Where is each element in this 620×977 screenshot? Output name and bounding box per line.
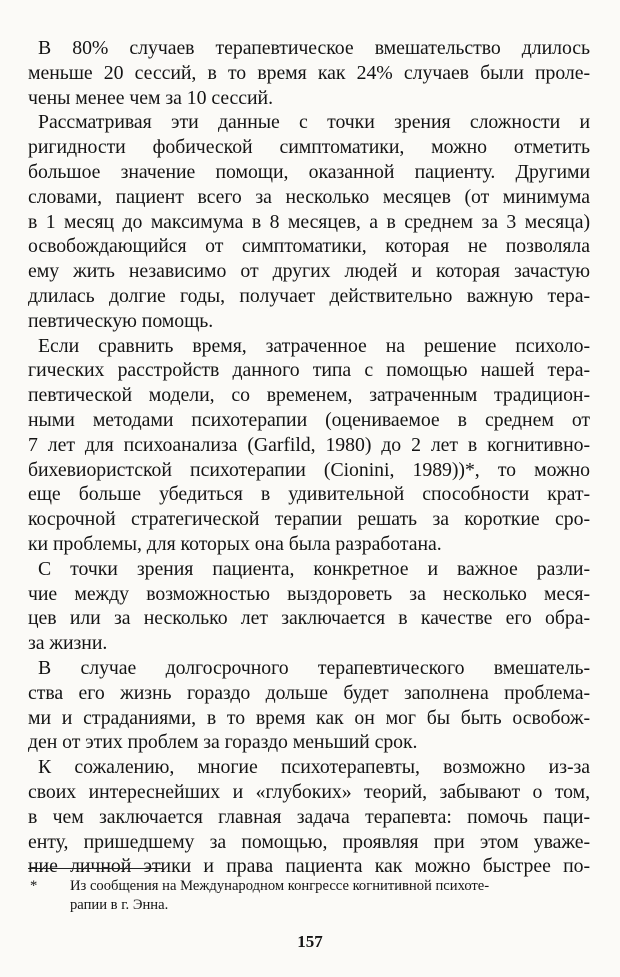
- paragraph: [28, 755, 590, 879]
- text-line: К сожалению, многие психотерапевты, возможно из-за: [38, 756, 590, 779]
- text-line: енту, пришедшему за помощью, проявляя при этом уваже-: [28, 830, 590, 853]
- text-line: косрочной стратегической терапии решать за короткие сро-: [28, 508, 590, 531]
- text-line: длилась долгие годы, получает действительно важную тера-: [28, 284, 590, 307]
- page-number: 157: [297, 932, 323, 951]
- text-line: большое значение помощи, оказанной пациенту. Другими: [28, 160, 590, 183]
- text-line: чены менее чем за 10 сессий.: [28, 86, 273, 109]
- text-line: меньше 20 сессий, в то время как 24% случаев были проле-: [28, 61, 590, 84]
- text-line: освобождающийся от симптоматики, которая не позволяла: [28, 235, 590, 258]
- text-line: 7 лет для психоанализа (Garfild, 1980) до 2 лет в когнитивно-: [28, 433, 590, 456]
- footnote-mark: *: [30, 878, 38, 894]
- footnote-line: Из сообщения на Международном конгрессе когнитивной психоте-: [70, 878, 490, 894]
- paragraph: [28, 110, 590, 333]
- text-line: еще больше убедиться в удивительной способности крат-: [28, 483, 590, 506]
- paragraph: [28, 656, 590, 755]
- text-line: певтическую помощь.: [28, 309, 214, 332]
- text-line: ригидности фобической симптоматики, можно отметить: [28, 136, 590, 159]
- footnote-line: рапии в г. Энна.: [70, 897, 169, 913]
- text-line: в 1 месяц до максимума в 8 месяцев, а в среднем за 3 месяца): [28, 210, 590, 233]
- text-line: ему жить независимо от других людей и которая зачастую: [28, 260, 590, 283]
- text-line: С точки зрения пациента, конкретное и важное разли-: [38, 557, 590, 580]
- text-line: ными методами психотерапии (оцениваемое в среднем от: [28, 408, 590, 431]
- text-line: ден от этих проблем за гораздо меньший срок.: [28, 731, 418, 754]
- paragraph: [28, 334, 590, 557]
- text-line: своих интереснейших и «глубоких» теорий, забывают о том,: [28, 780, 590, 803]
- text-line: ми и страданиями, в то время как он мог бы быть освобож-: [28, 706, 590, 729]
- text-line: гических расстройств данного типа с помощью нашей тера-: [28, 359, 590, 382]
- text-line: цев или за несколько лет заключается в качестве его обра-: [28, 607, 590, 630]
- footnote: [28, 877, 590, 915]
- text-line: певтической модели, со временем, затраченным традицион-: [28, 384, 590, 407]
- text-line: в чем заключается главная задача терапевта: помочь паци-: [28, 805, 590, 828]
- paragraph: [28, 36, 590, 110]
- text-line: Рассматривая эти данные с точки зрения сложности и: [38, 111, 590, 134]
- text-line: Если сравнить время, затраченное на решение психоло-: [38, 334, 590, 357]
- text-line: чие между возможностью выздороветь за несколько меся-: [28, 582, 590, 605]
- text-line: В 80% случаев терапевтическое вмешательство длилось: [38, 37, 590, 59]
- text-line: ки проблемы, для которых она была разработана.: [28, 532, 442, 555]
- text-line: словами, пациент всего за несколько месяцев (от минимума: [28, 185, 590, 208]
- text-line: ства его жизнь гораздо дольше будет заполнена проблема-: [28, 681, 590, 704]
- paragraph: [28, 557, 590, 656]
- text-line: ние личной этики и права пациента как можно быстрее по-: [28, 855, 590, 878]
- text-line: В случае долгосрочного терапевтического вмешатель-: [38, 656, 590, 679]
- text-line: бихевиористской психотерапии (Cionini, 1989))*, то можно: [28, 458, 590, 481]
- main-text: [28, 36, 590, 879]
- text-line: за жизни.: [28, 632, 108, 655]
- footnote-separator: [28, 868, 163, 869]
